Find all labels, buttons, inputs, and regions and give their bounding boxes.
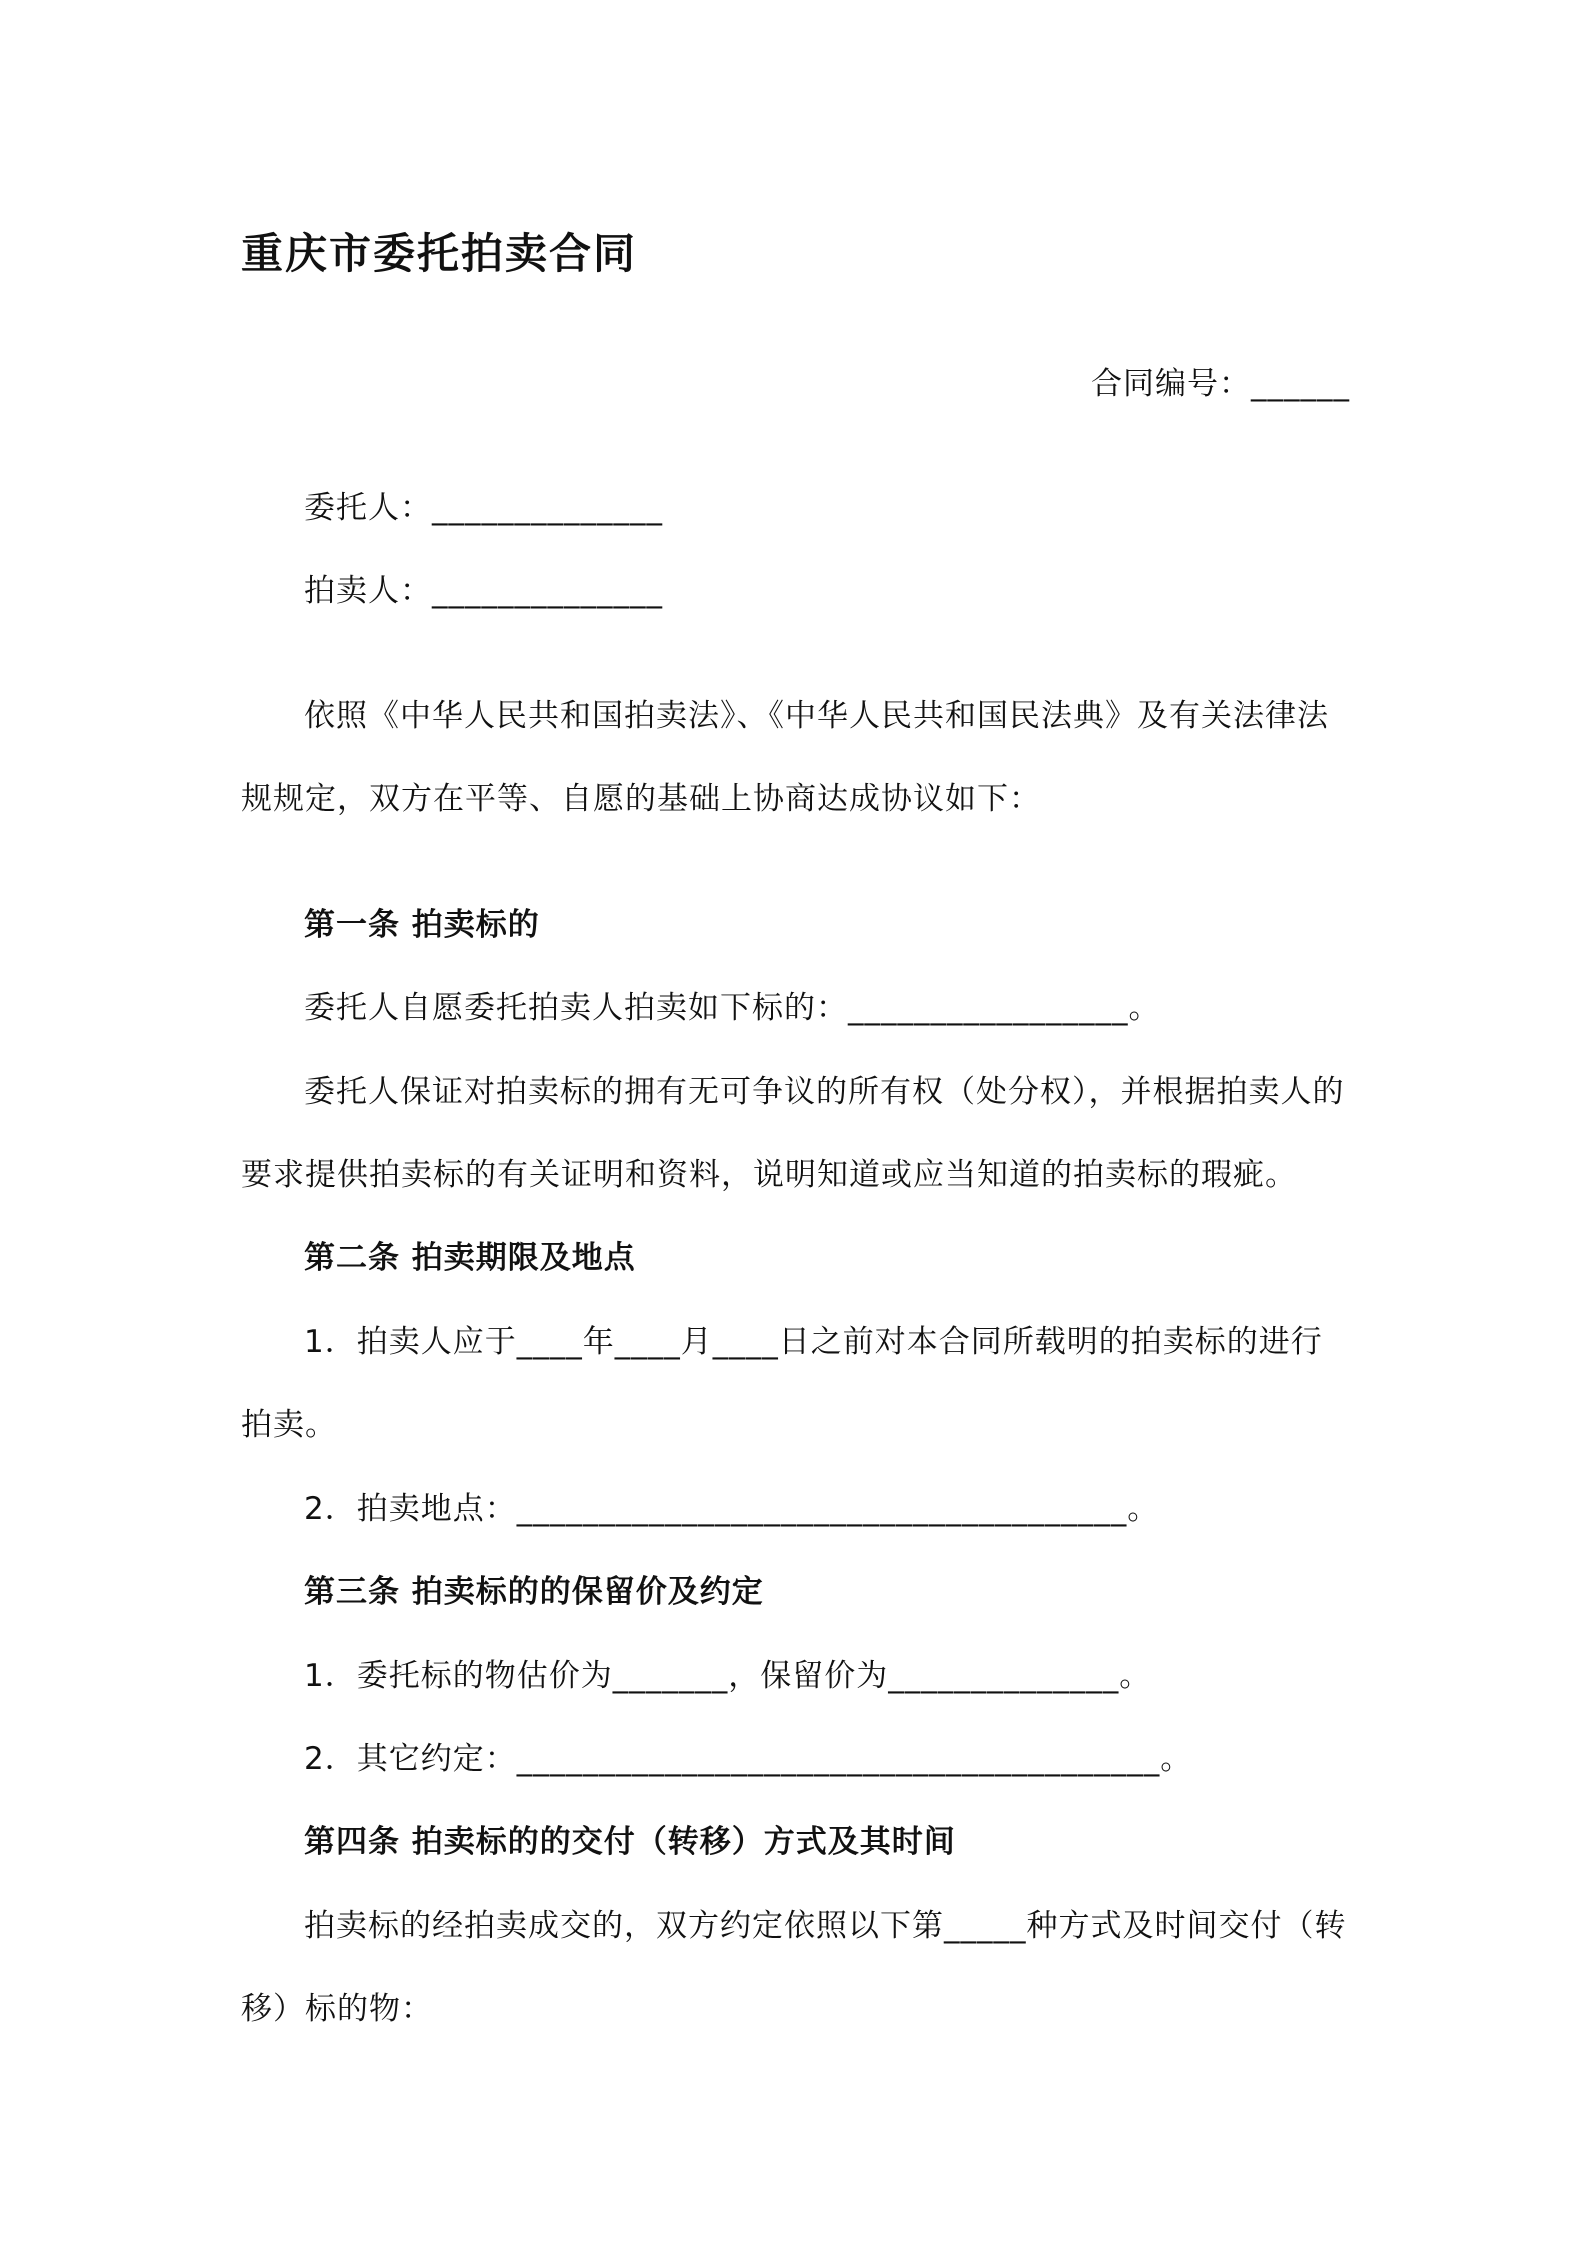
consignor-field: 委托人：______________ — [304, 490, 663, 526]
article-4-paragraph-line-2: 移）标的物： — [241, 1991, 433, 2027]
article-1-heading: 第一条 拍卖标的 — [304, 907, 540, 943]
page-title: 重庆市委托拍卖合同 — [241, 229, 638, 278]
article-1-paragraph-2-line-2: 要求提供拍卖标的有关证明和资料，说明知道或应当知道的拍卖标的瑕疵。 — [241, 1157, 1297, 1193]
article-3-item-1: 1．委托标的物估价为_______，保留价为______________。 — [304, 1658, 1152, 1694]
article-1-paragraph-2-line-1: 委托人保证对拍卖标的拥有无可争议的所有权（处分权），并根据拍卖人的 — [304, 1074, 1345, 1110]
article-4-heading: 第四条 拍卖标的的交付（转移）方式及其时间 — [304, 1824, 956, 1860]
article-3-item-2: 2．其它约定：_______________________________________。 — [304, 1741, 1193, 1777]
article-3-heading: 第三条 拍卖标的的保留价及约定 — [304, 1574, 764, 1610]
article-2-item-2: 2．拍卖地点：_____________________________________。 — [304, 1491, 1160, 1527]
article-2-item-1-line-2: 拍卖。 — [241, 1407, 337, 1443]
article-2-heading: 第二条 拍卖期限及地点 — [304, 1240, 636, 1276]
article-4-paragraph-line-1: 拍卖标的经拍卖成交的，双方约定依照以下第_____种方式及时间交付（转 — [304, 1908, 1347, 1944]
preamble-line-1: 依照《中华人民共和国拍卖法》、《中华人民共和国民法典》及有关法律法 — [304, 698, 1329, 734]
auctioneer-field: 拍卖人：______________ — [304, 573, 663, 609]
contract-number-field: 合同编号：______ — [1091, 366, 1350, 402]
article-2-item-1-line-1: 1．拍卖人应于____年____月____日之前对本合同所载明的拍卖标的进行 — [304, 1324, 1323, 1360]
preamble-line-2: 规规定，双方在平等、自愿的基础上协商达成协议如下： — [241, 781, 1041, 817]
article-1-paragraph-1: 委托人自愿委托拍卖人拍卖如下标的：_________________。 — [304, 990, 1161, 1026]
